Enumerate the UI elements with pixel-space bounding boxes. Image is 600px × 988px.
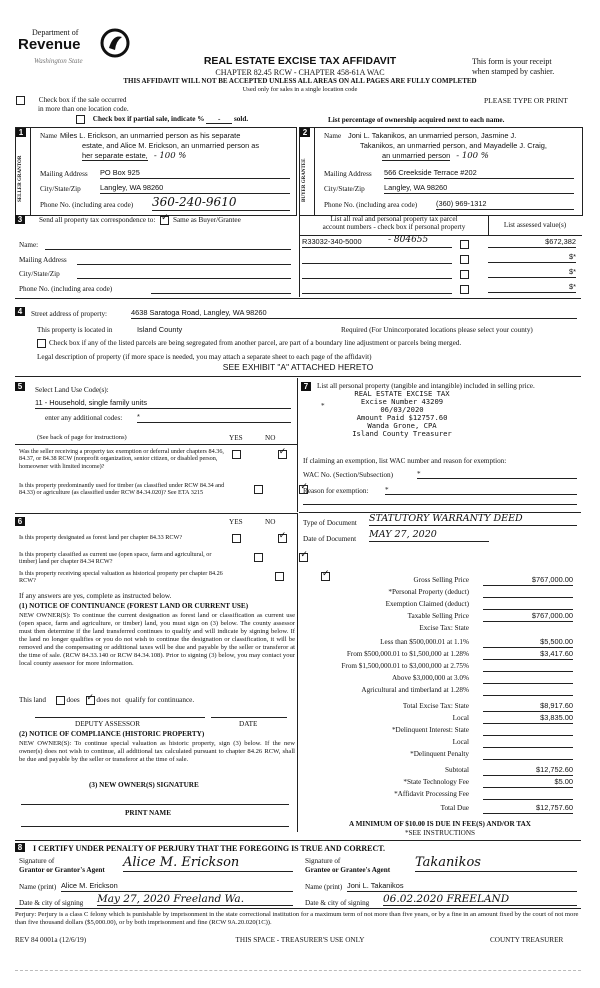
- tax-row-value[interactable]: $12,757.60: [483, 804, 573, 814]
- tax-row-label: From $1,500,000.01 to $3,000,000 at 2.75%: [341, 662, 469, 670]
- assessed-value[interactable]: $*: [488, 268, 576, 278]
- street-input[interactable]: 4638 Saratoga Road, Langley, WA 98260: [131, 309, 577, 319]
- same-as-buyer-label: Same as Buyer/Grantee: [172, 216, 241, 225]
- receipt-line1: This form is your receipt: [472, 57, 552, 66]
- parcels-section: [299, 215, 582, 297]
- assessed-value[interactable]: $*: [488, 283, 576, 293]
- reason-input[interactable]: *: [385, 486, 577, 495]
- grantor-sig-label1: Signature of: [19, 857, 55, 865]
- tax-row-label: Above $3,000,000 at 3.0%: [391, 674, 469, 682]
- personal-property-checkbox[interactable]: [460, 240, 469, 249]
- land-use-select[interactable]: 11 - Household, single family units: [35, 399, 291, 409]
- seller-name-line3-text: her separate estate,: [82, 151, 148, 160]
- seller-name-label: Name: [40, 132, 58, 140]
- personal-property-checkbox[interactable]: [460, 285, 469, 294]
- property-section: [15, 305, 581, 375]
- s5-question-1: Was the seller receiving a property tax exemption or deferral under chapters 84.36, 84.37, or 84.38 RCW (nonprofit organization, senior citizen, or disabled person, homeowner with limited income)?: [19, 448, 224, 470]
- s6-question-1: Is this property designated as forest land per chapter 84.33 RCW?: [19, 534, 183, 541]
- buyer-name-line1[interactable]: Joni L. Takanikos, an unmarried person, Jasmine J.: [348, 131, 517, 140]
- tax-row-value[interactable]: [483, 726, 573, 736]
- tax-row-label: Local: [452, 714, 469, 722]
- buyer-name-line2[interactable]: Takanikos, an unmarried person, and Mayadelle J. Craig,: [360, 141, 547, 150]
- new-owner-sig-label: (3) NEW OWNER(S) SIGNATURE: [89, 781, 199, 789]
- buyer-phone-label: Phone No. (including area code): [324, 201, 418, 209]
- parcel-number[interactable]: [302, 268, 452, 279]
- correspondence-section: [15, 215, 295, 297]
- seller-pct: - 100 %: [153, 151, 187, 161]
- qualify-row: [19, 696, 194, 705]
- grantor-name-label: Name (print): [19, 883, 57, 891]
- stamp-line: Excise Number 43209: [360, 397, 444, 407]
- corr-phone-label: Phone No. (including area code): [19, 285, 113, 293]
- grantor-date-label: Date & city of signing: [19, 899, 84, 907]
- s5-q1-yes-checkbox[interactable]: [232, 450, 241, 459]
- tax-table: [299, 576, 581, 836]
- correspondence-label: Send all property tax correspondence to:: [39, 216, 156, 225]
- tax-row-label: Agricultural and timberland at 1.28%: [361, 686, 469, 694]
- grantee-sig-label1: Signature of: [305, 857, 341, 865]
- grantor-name-input[interactable]: Alice M. Erickson: [61, 882, 293, 892]
- partial-sale-checkbox[interactable]: [76, 115, 85, 124]
- doc-type-input[interactable]: STATUTORY WARRANTY DEED: [369, 514, 577, 526]
- s6-yes-header: YES: [229, 518, 243, 526]
- personal-property-checkbox[interactable]: [460, 270, 469, 279]
- s6-q2-no-checkbox[interactable]: [299, 553, 308, 562]
- tax-row-value[interactable]: $767,000.00: [483, 576, 573, 586]
- tax-row-value[interactable]: [483, 674, 573, 684]
- corr-mailing-label: Mailing Address: [19, 256, 67, 264]
- single-location-note: Used only for sales in a single location code: [242, 86, 358, 93]
- tax-row-label: *State Technology Fee: [403, 778, 469, 786]
- parcel-row: [302, 235, 580, 250]
- tax-row-label: Total Excise Tax: State: [402, 702, 469, 710]
- section-number-7: 7: [301, 382, 311, 391]
- deputy-date-label: DATE: [239, 720, 258, 728]
- dept-of-text: Department of: [32, 28, 79, 37]
- no-header: NO: [265, 434, 276, 442]
- tax-row-value[interactable]: $5,500.00: [483, 638, 573, 648]
- grantee-name-input[interactable]: Joni L. Takanikos: [347, 882, 577, 892]
- seller-name-line3[interactable]: [82, 152, 186, 162]
- notice2-body: NEW OWNER(S): To continue special valuation as historic property, sign (3) below. If the new owner(s) does not wish to continue, all additional tax calculated pursuant to chapter 84.26 RCW, shall be due and payable by the seller or transferor at the time of sale.: [19, 740, 295, 764]
- reason-label: Reason for exemption:: [303, 487, 369, 495]
- parcel-row: [302, 268, 580, 280]
- grantor-signature[interactable]: Alice M. Erickson: [123, 856, 293, 872]
- form-number: REV 84 0001a (12/6/19): [15, 936, 87, 944]
- tax-row-label: Total Due: [440, 804, 469, 812]
- s5-question-2: Is this property predominantly used for timber (as classified under RCW 84.34 and 84.33) or agriculture (as classified under RCW 84.34.020)? See ETA 3215: [19, 482, 225, 497]
- tax-row-value[interactable]: $767,000.00: [483, 612, 573, 622]
- buyer-name-line3[interactable]: [382, 152, 489, 162]
- receipt-note: [472, 57, 554, 76]
- tax-row-value[interactable]: [483, 790, 573, 800]
- parcel-number[interactable]: R33032-340-5000: [302, 238, 452, 248]
- list-personal-label: List all personal property (tangible and intangible) included in selling price.: [317, 382, 535, 390]
- perjury-note: Perjury: Perjury is a class C felony which is punishable by imprisonment in the state correctional institution for a maximum term of not more than five years, or by a fine in an amount fixed by the court of not more than five thousand dollars ($5,000.00), or by both imprisonment and fine (RCW 9A.20.020(1C)).: [15, 911, 579, 927]
- stamp-line: Amount Paid $12757.60: [356, 413, 448, 423]
- multi-location-checkbox[interactable]: [16, 96, 25, 105]
- dor-emblem-icon: [100, 28, 130, 58]
- s5-q2-yes-checkbox[interactable]: [254, 485, 263, 494]
- parcel-number[interactable]: [302, 253, 452, 264]
- multi-location-label: Check box if the sale occurred: [38, 96, 127, 105]
- correspondence-label-row: [39, 216, 241, 225]
- tax-row-label: From $500,000.01 to $1,500,000 at 1.28%: [346, 650, 469, 658]
- buyer-city-label: City/State/Zip: [324, 185, 365, 193]
- tax-row-value[interactable]: [483, 662, 573, 672]
- legal-label: Legal description of property (if more space is needed, you may attach a separate sheet to each page of the affidavit): [37, 353, 372, 361]
- assessed-value[interactable]: $*: [488, 253, 576, 263]
- print-name-line[interactable]: [21, 826, 289, 827]
- stamp-asterisk: *: [321, 402, 325, 410]
- located-label: This property is located in: [37, 326, 113, 334]
- seller-side-label: SELLER GRANTOR: [18, 155, 23, 202]
- street-label: Street address of property:: [31, 310, 108, 318]
- does-checkbox[interactable]: [56, 696, 65, 705]
- tax-row-label: Exemption Claimed (deduct): [385, 600, 469, 608]
- qualify-label: qualify for continuance.: [125, 696, 195, 705]
- additional-codes-input[interactable]: *: [137, 413, 291, 423]
- parcel-row: [302, 283, 580, 295]
- partial-sale-label: Check box if partial sale, indicate %: [92, 115, 205, 124]
- tax-row-value[interactable]: $8,917.60: [483, 702, 573, 712]
- certify-text: I CERTIFY UNDER PENALTY OF PERJURY THAT THE FOREGOING IS TRUE AND CORRECT.: [33, 844, 386, 853]
- seller-name-line2[interactable]: estate, and Alice M. Erickson, an unmarried person as: [82, 141, 260, 150]
- treasurer-stamp: [327, 390, 477, 438]
- please-type-note: PLEASE TYPE OR PRINT: [484, 96, 568, 105]
- deputy-assessor-label: DEPUTY ASSESSOR: [75, 720, 141, 728]
- seller-phone-input[interactable]: 360-240-9610: [152, 196, 290, 211]
- ownership-note: List percentage of ownership acquired next to each name.: [328, 116, 505, 124]
- seller-city-label: City/State/Zip: [40, 185, 81, 193]
- grantee-name-label: Name (print): [305, 883, 343, 891]
- dor-logo: [18, 26, 130, 74]
- seller-city-input[interactable]: Langley, WA 98260: [100, 184, 290, 194]
- does-not-label: does not: [96, 696, 121, 705]
- tax-row-label: Excise Tax: State: [419, 624, 469, 632]
- yes-header: YES: [229, 434, 243, 442]
- corr-city-input[interactable]: [77, 278, 291, 279]
- tax-row-value[interactable]: [483, 738, 573, 748]
- same-as-buyer-checkbox[interactable]: [160, 216, 169, 225]
- see-instructions-note: *SEE INSTRUCTIONS: [404, 829, 476, 837]
- wac-label: WAC No. (Section/Subsection): [303, 471, 394, 479]
- buyer-mailing-input[interactable]: 566 Creekside Terrace #202: [384, 169, 574, 179]
- see-back-note: (See back of page for instructions): [37, 434, 127, 441]
- parcels-header-line1: List all real and personal property tax parcel: [330, 215, 458, 223]
- buyer-name-line3-text: an unmarried person: [382, 151, 451, 160]
- seller-phone-label: Phone No. (including area code): [40, 201, 134, 209]
- stamp-line: Island County Treasurer: [352, 429, 452, 439]
- section-number-5: 5: [15, 382, 25, 391]
- tax-row-label: *Delinquent Penalty: [410, 750, 469, 758]
- section-number-3: 3: [15, 215, 25, 224]
- buyer-pct: - 100 %: [456, 151, 489, 161]
- tax-row-value[interactable]: [483, 600, 573, 610]
- washington-state-text: Washington State: [34, 57, 83, 65]
- doc-date-label: Date of Document: [303, 535, 357, 543]
- seller-mailing-input[interactable]: PO Box 925: [100, 169, 290, 179]
- seller-section: [15, 127, 297, 216]
- segregated-checkbox[interactable]: [37, 339, 46, 348]
- seller-name-line1[interactable]: Miles L. Erickson, an unmarried person as his separate: [60, 131, 241, 140]
- assessed-header: List assessed value(s): [503, 221, 567, 229]
- s6-question-3: Is this property receiving special valuation as historical property per chapter 84.26 RCW?: [19, 570, 223, 585]
- doc-type-label: Type of Document: [303, 519, 357, 527]
- receipt-line2: when stamped by cashier.: [472, 66, 555, 76]
- stamp-line: Wanda Grone, CPA: [367, 421, 437, 431]
- corr-phone-input[interactable]: [151, 293, 291, 294]
- exhibit-text[interactable]: SEE EXHIBIT "A" ATTACHED HERETO: [222, 362, 374, 372]
- parcels-header-line2: account numbers - check box if personal property: [322, 223, 466, 232]
- section-number-8: 8: [15, 843, 25, 852]
- assessed-value[interactable]: $672,382: [488, 238, 576, 248]
- tax-row-value[interactable]: $3,417.60: [483, 650, 573, 660]
- treasurer-space-note: THIS SPACE - TREASURER'S USE ONLY: [235, 936, 365, 944]
- county-treasurer-label: COUNTY TREASURER: [490, 936, 564, 944]
- tax-row-label: Subtotal: [445, 766, 469, 774]
- corr-name-input[interactable]: [45, 249, 291, 250]
- partial-sale-row: [76, 115, 248, 124]
- deputy-date-line[interactable]: [211, 717, 287, 718]
- form-title: REAL ESTATE EXCISE TAX AFFIDAVIT: [203, 55, 397, 67]
- s6-q3-yes-checkbox[interactable]: [275, 572, 284, 581]
- tax-row-value[interactable]: $5.00: [483, 778, 573, 788]
- buyer-phone-input[interactable]: (360) 969-1312: [436, 200, 574, 210]
- corr-mailing-input[interactable]: [77, 264, 291, 265]
- multi-location-label2: in more than one location code.: [38, 105, 129, 113]
- land-use-label: Select Land Use Code(s):: [35, 386, 109, 394]
- deputy-signature-line[interactable]: [35, 717, 205, 718]
- parcel-note: - 804655: [388, 235, 429, 245]
- personal-property-checkbox[interactable]: [460, 255, 469, 264]
- partial-sale-sold: sold.: [234, 115, 249, 124]
- s6-question-2: Is this property classified as current use (open space, farm and agricultural, or timber) land per chapter 84.34 RCW?: [19, 551, 212, 566]
- print-name-label: PRINT NAME: [125, 809, 171, 817]
- corr-city-label: City/State/Zip: [19, 270, 60, 278]
- tax-row-value[interactable]: $12,752.60: [483, 766, 573, 776]
- tax-row-label: *Delinquent Interest: State: [391, 726, 469, 734]
- tax-row-value[interactable]: [483, 750, 573, 760]
- form-warning: THIS AFFIDAVIT WILL NOT BE ACCEPTED UNLESS ALL AREAS ON ALL PAGES ARE FULLY COMPLETED: [123, 77, 477, 85]
- tax-row-value[interactable]: [483, 686, 573, 696]
- s6-q2-yes-checkbox[interactable]: [254, 553, 263, 562]
- grantee-date-input[interactable]: 06.02.2020 FREELAND: [383, 893, 577, 906]
- grantee-sig-label: [305, 857, 390, 874]
- grantee-signature[interactable]: Takanikos: [415, 856, 577, 872]
- tax-row-label: Less than $500,000.01 at 1.1%: [380, 638, 469, 646]
- s6-no-header: NO: [265, 518, 276, 526]
- tax-row-value[interactable]: $3,835.00: [483, 714, 573, 724]
- tax-row-label: Taxable Selling Price: [407, 612, 469, 620]
- section-number-6: 6: [15, 517, 25, 526]
- county-select[interactable]: Island County: [137, 325, 183, 334]
- stamp-line: REAL ESTATE EXCISE TAX: [354, 389, 450, 398]
- additional-codes-label: enter any additional codes:: [45, 414, 123, 422]
- grantor-sig-label: [19, 857, 105, 874]
- segregated-label: Check box if any of the listed parcels are being segregated from another parcel, are part of a boundary line adjustment or parcels being merged.: [49, 339, 462, 347]
- personal-property-section: [299, 378, 581, 548]
- buyer-city-input[interactable]: Langley, WA 98260: [384, 184, 574, 194]
- buyer-name-label: Name: [324, 132, 342, 140]
- buyer-mailing-label: Mailing Address: [324, 170, 372, 178]
- tax-row-label: *Affidavit Processing Fee: [394, 790, 469, 798]
- seller-mailing-label: Mailing Address: [40, 170, 88, 178]
- section-number-2: 2: [300, 128, 310, 137]
- parcels-header: [300, 215, 488, 232]
- parcel-number[interactable]: [302, 283, 452, 294]
- minimum-fee-note: A MINIMUM OF $10.00 IS DUE IN FEE(S) AND/OR TAX: [349, 820, 531, 828]
- grantee-sig-label2: Grantee or Grantee's Agent: [305, 865, 391, 874]
- corr-name-label: Name:: [19, 241, 39, 249]
- tax-row-value[interactable]: [483, 588, 573, 598]
- buyer-side-label: BUYER GRANTEE: [302, 158, 307, 202]
- notice2-title: (2) NOTICE OF COMPLIANCE (HISTORIC PROPERTY): [19, 730, 205, 738]
- this-land-label: This land: [19, 696, 46, 705]
- s5-q1-no-checkbox[interactable]: [278, 450, 287, 459]
- s6-q1-yes-checkbox[interactable]: [232, 534, 241, 543]
- partial-sale-pct[interactable]: -: [206, 115, 232, 124]
- stamp-line: 06/03/2020: [380, 405, 424, 415]
- parcel-row: [302, 253, 580, 265]
- buyer-section: [299, 127, 583, 216]
- form-chapter: CHAPTER 82.45 RCW - CHAPTER 458-61A WAC: [215, 68, 385, 77]
- new-owner-signature-line[interactable]: [21, 804, 289, 805]
- reason-input-line2[interactable]: [303, 504, 577, 505]
- tax-row-label: Local: [452, 738, 469, 746]
- tax-row-label: Gross Selling Price: [413, 576, 469, 584]
- does-label: does: [66, 696, 80, 705]
- required-note: Required (For Unincorporated locations please select your county): [341, 326, 533, 334]
- section-number-1: 1: [16, 128, 26, 137]
- multi-location-row: [16, 96, 316, 113]
- grantee-date-label: Date & city of signing: [305, 899, 370, 907]
- wac-input[interactable]: *: [417, 470, 577, 479]
- doc-date-input[interactable]: MAY 27, 2020: [369, 530, 489, 542]
- section-number-4: 4: [15, 307, 25, 316]
- s6-q1-no-checkbox[interactable]: [278, 534, 287, 543]
- grantor-sig-label2: Grantor or Grantor's Agent: [19, 865, 105, 874]
- if-yes-note: If any answers are yes, complete as instructed below.: [19, 592, 172, 600]
- notice1-body: NEW OWNER(S): To continue the current designation as forest land or classification as current use (open space, farm and agriculture, or timber) land, you must sign on (3) below. The county assessor must then determine if the land transferred continues to qualify and will indicate by signing below. If the land no longer qualifies or you do not wish to continue the designation or classification, it will be removed and the compensating or additional taxes will be due and payable by the seller or transferor at the time of sale. (RCW 84.33.140 or RCW 84.34.108). Prior to signing (3) below, you may contact your local county assessor for more information.: [19, 612, 295, 668]
- land-use-section: [15, 378, 298, 512]
- notice1-title: (1) NOTICE OF CONTINUANCE (FOREST LAND OR CURRENT USE): [19, 602, 249, 610]
- exemption-claim-label: If claiming an exemption, list WAC number and reason for exemption:: [303, 457, 507, 465]
- tax-row-label: *Personal Property (deduct): [388, 588, 469, 596]
- continuance-section: [15, 513, 298, 832]
- grantor-date-input[interactable]: May 27, 2020 Freeland Wa.: [97, 893, 293, 906]
- does-not-checkbox[interactable]: [86, 696, 95, 705]
- revenue-text: Revenue: [18, 36, 81, 53]
